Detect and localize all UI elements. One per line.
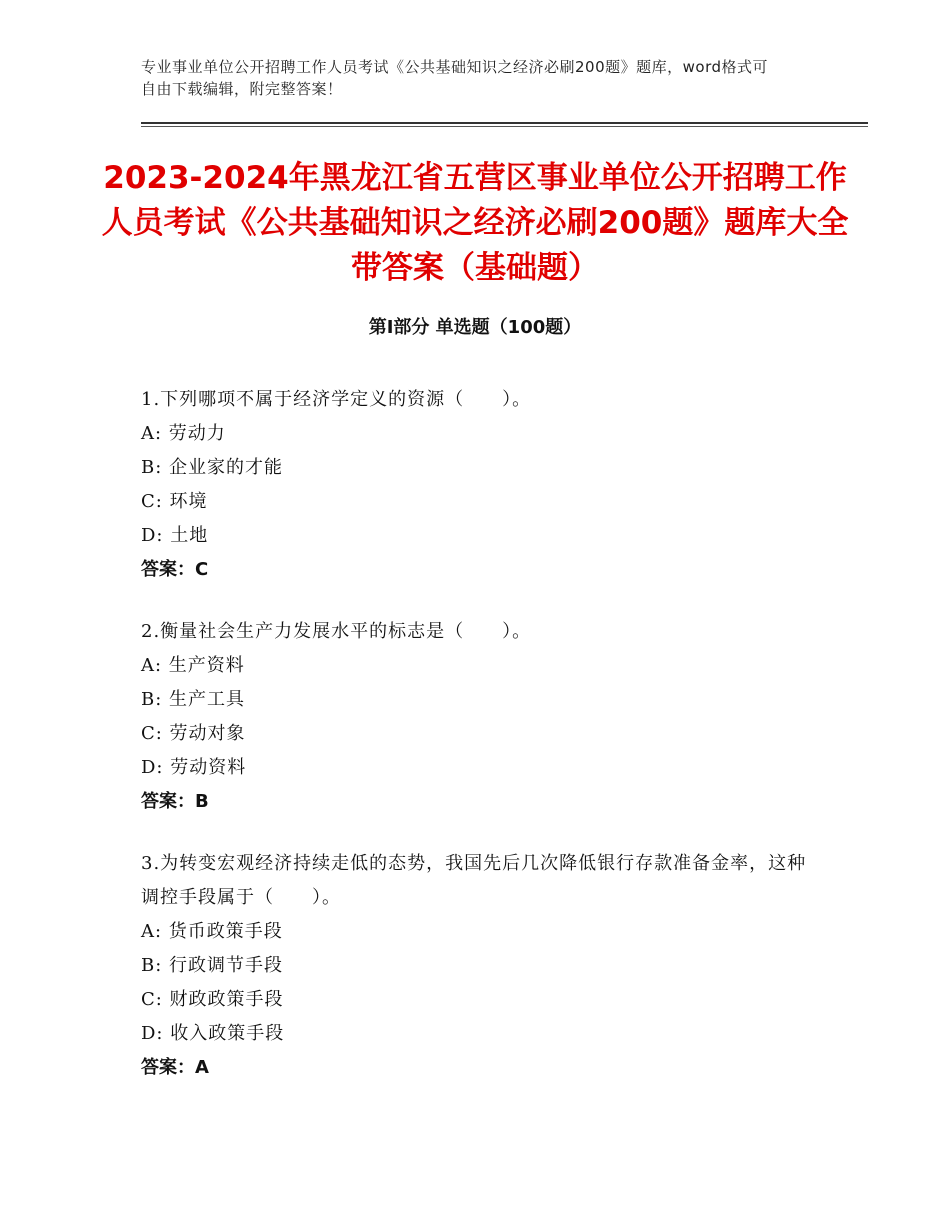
option-d: D: 收入政策手段 [141, 1023, 285, 1044]
option-b: B: 企业家的才能 [141, 457, 284, 478]
question-stem: 2.衡量社会生产力发展水平的标志是（ ）。 [141, 621, 532, 642]
option-a: A: 劳动力 [141, 423, 226, 444]
answer-line: 答案：B [141, 791, 209, 812]
question-2 [141, 615, 811, 819]
option-d: D: 劳动资料 [141, 757, 247, 778]
option-c: C: 财政政策手段 [141, 989, 284, 1010]
option-a: A: 货币政策手段 [141, 921, 283, 942]
option-c: C: 环境 [141, 491, 208, 512]
option-c: C: 劳动对象 [141, 723, 246, 744]
option-d: D: 土地 [141, 525, 209, 546]
header-note: 专业事业单位公开招聘工作人员考试《公共基础知识之经济必刷200题》题库，word格式可自由下载编辑，附完整答案！ [141, 58, 769, 98]
section-title: 第Ⅰ部分 单选题（100题） [368, 317, 582, 338]
question-1 [141, 383, 811, 587]
option-b: B: 生产工具 [141, 689, 246, 710]
question-list [141, 383, 811, 1113]
answer-line: 答案：C [141, 559, 209, 580]
question-stem: 3.为转变宏观经济持续走低的态势，我国先后几次降低银行存款准备金率，这种调控手段属于（ ）。 [141, 853, 807, 908]
question-stem: 1.下列哪项不属于经济学定义的资源（ ）。 [141, 389, 532, 410]
header-rule-thick [141, 122, 868, 124]
document-title: 2023-2024年黑龙江省五营区事业单位公开招聘工作人员考试《公共基础知识之经济必刷200题》题库大全带答案（基础题） [101, 160, 849, 286]
answer-line: 答案：A [141, 1057, 209, 1078]
option-a: A: 生产资料 [141, 655, 245, 676]
question-3 [141, 847, 811, 1085]
option-b: B: 行政调节手段 [141, 955, 284, 976]
header-rule-thin [141, 126, 868, 127]
